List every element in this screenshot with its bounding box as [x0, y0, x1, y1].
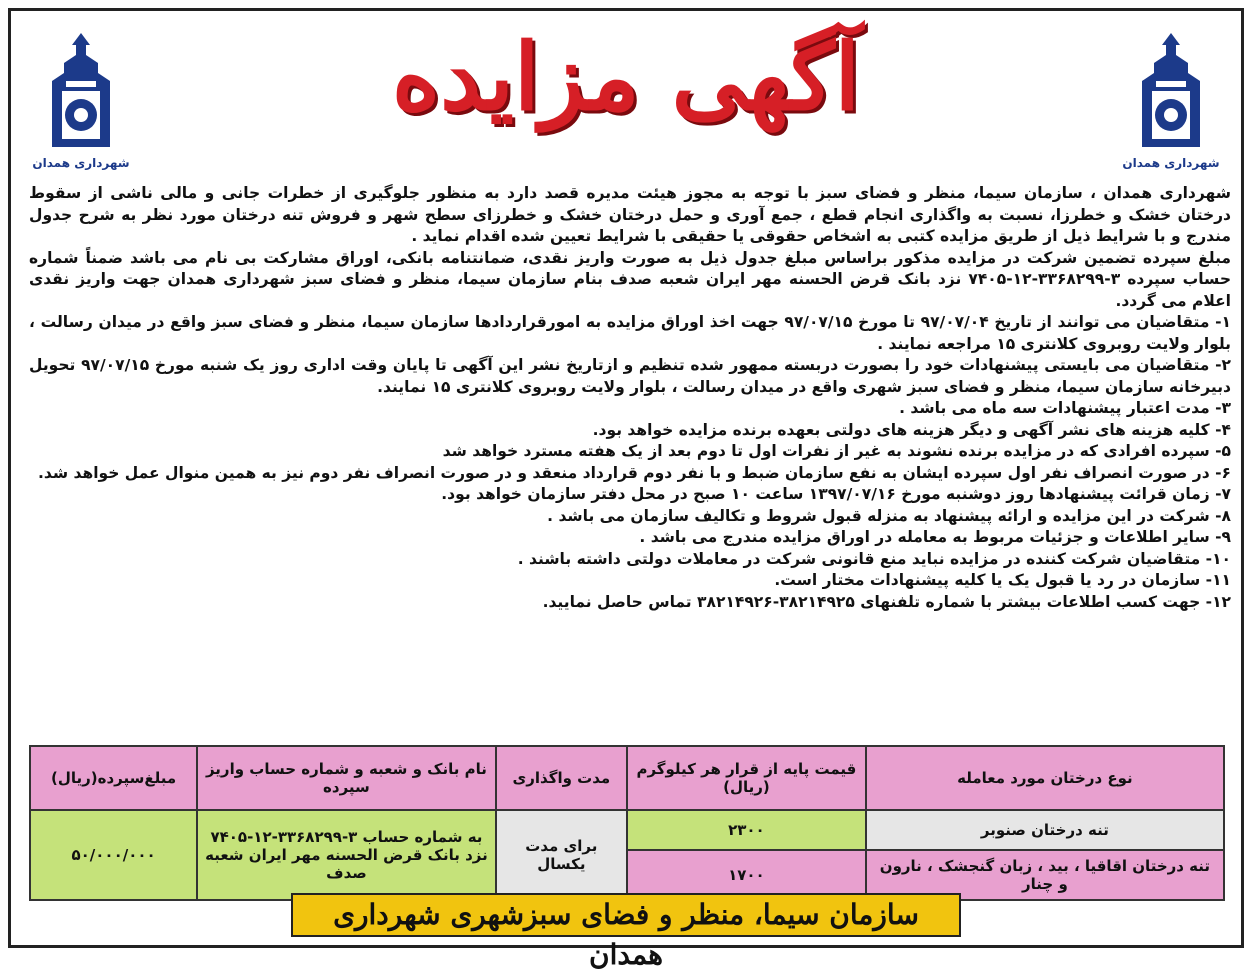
header-duration: مدت واگذاری	[496, 746, 627, 810]
price-cell: ۱۷۰۰	[627, 850, 866, 900]
condition-item: ۱۲- جهت کسب اطلاعات بیشتر با شماره تلفنهای ۳۸۲۱۴۹۲۵-۳۸۲۱۴۹۲۶ تماس حاصل نمایید.	[542, 592, 1231, 611]
organization-footer: سازمان سیما، منظر و فضای سبزشهری شهرداری همدان	[291, 893, 961, 937]
header-tree-type: نوع درختان مورد معامله	[866, 746, 1224, 810]
header-base-price: قیمت پایه از قرار هر کیلوگرم (ریال)	[627, 746, 866, 810]
duration-cell: برای مدت یکسال	[496, 810, 627, 900]
intro-paragraph: شهرداری همدان ، سازمان سیما، منظر و فضای سبز با توجه به مجوز هیئت مدیره قصد دارد به منظور جلوگیری از خطرات جانی و مالی ناشی از سقوط درختان خشک و خطرزا، نسبت به واگذاری انجام قطع ، جمع آوری و حمل درختان خشک و خطرزای سطح شهر و فروش تنه درختان مورد نظر به شرح جدول مندرج و با شرایط ذیل از طریق مزایده کتبی به اشخاص حقوقی یا حقیقی با شرایط تعیین شده اقدام نماید .	[29, 184, 1231, 245]
ad-body	[29, 183, 1231, 613]
table-row	[30, 810, 1224, 850]
condition-item: ۳- مدت اعتبار پیشنهادات سه ماه می باشد .	[899, 399, 1231, 417]
intro-paragraph: مبلغ سپرده تضمین شرکت در مزایده مذکور براساس مبلغ جدول ذیل به صورت واریز نقدی، ضمانتنامه بانکی، اوراق مشارکت بی نام می باشد ضمناً شماره حساب سپرده ۳-۳۳۶۸۲۹۹-۱۲-۷۴۰۵ نزد بانک قرض الحسنه مهر ایران شعبه صدف بنام سازمان سیما، منظر و فضای سبز شهرداری همدان جهت واریز نقدی اعلام می گردد.	[29, 248, 1232, 310]
header-deposit: مبلغ‌سپرده(ریال)	[30, 746, 197, 810]
ad-title: آگهی مزایده	[391, 23, 861, 131]
condition-item: ۷- زمان قرائت پیشنهادها روز دوشنبه مورخ ۱۳۹۷/۰۷/۱۶ ساعت ۱۰ صبح در محل دفتر سازمان خواهد بود.	[441, 485, 1231, 503]
condition-item: ۱- متقاضیان می توانند از تاریخ ۹۷/۰۷/۰۴ تا مورخ ۹۷/۰۷/۱۵ جهت اخذ اوراق مزایده به امورقراردادها سازمان سیما، منظر و فضای سبز واقع در میدان رسالت ، بلوار ولایت روبروی کلانتری ۱۵ مراجعه نمایند .	[29, 313, 1232, 353]
logo-caption: شهرداری همدان	[1122, 156, 1220, 170]
condition-item: ۱۱- سازمان در رد یا قبول یک یا کلیه پیشنهادات مختار است.	[774, 571, 1231, 589]
table-header-row	[30, 746, 1224, 810]
deposit-cell: ۵۰/۰۰۰/۰۰۰	[30, 810, 197, 900]
condition-item: ۴- کلیه هزینه های نشر آگهی و دیگر هزینه های دولتی بعهده برنده مزایده خواهد بود.	[592, 420, 1231, 439]
condition-item: ۱۰- متقاضیان شرکت کننده در مزایده نباید منع قانونی شرکت در معاملات دولتی داشته باشند .	[517, 549, 1231, 568]
condition-item: ۵- سپرده افرادی که در مزایده برنده نشوند به غیر از نفرات اول تا دوم بعد از یک هفته مسترد خواهد شد	[442, 442, 1231, 460]
tree-type-cell: تنه درختان اقاقیا ، بید ، زبان گنجشک ، نارون و چنار	[866, 850, 1224, 900]
tree-type-cell: تنه درختان صنوبر	[866, 810, 1224, 850]
price-cell: ۲۳۰۰	[627, 810, 866, 850]
condition-item: ۲- متقاضیان می بایستی پیشنهادات خود را بصورت دربسته ممهور شده تنظیم و ازتاریخ نشر این آگهی تا پایان وقت اداری روز یک شنبه مورخ ۹۷/۰۷/۱۵ تحویل دبیرخانه سازمان سیما، منظر و فضای سبز شهری واقع در میدان رسالت ، بلوار ولایت روبروی کلانتری ۱۵ نمایند.	[29, 356, 1232, 396]
auction-table	[29, 745, 1225, 901]
header-bank: نام بانک و شعبه و شماره حساب واریز سپرده	[197, 746, 496, 810]
bank-cell: به شماره حساب ۳-۳۳۶۸۲۹۹-۱۲-۷۴۰۵ نزد بانک قرض الحسنه مهر ایران شعبه صدف	[197, 810, 496, 900]
condition-item: ۹- سایر اطلاعات و جزئیات مربوط به معامله در اوراق مزایده مندرج می باشد .	[639, 528, 1231, 546]
condition-item: ۸- شرکت در این مزایده و ارائه پیشنهاد به منزله قبول شروط و تکالیف سازمان می باشد .	[547, 506, 1231, 525]
advertisement-page	[8, 8, 1244, 971]
condition-item: ۶- در صورت انصراف نفر اول سپرده ایشان به نفع سازمان ضبط و با نفر دوم قرارداد منعقد و در صورت انصراف نفر دوم نیز به همین منوال عمل خواهد شد.	[38, 463, 1231, 482]
logo-caption: شهرداری همدان	[32, 156, 130, 170]
